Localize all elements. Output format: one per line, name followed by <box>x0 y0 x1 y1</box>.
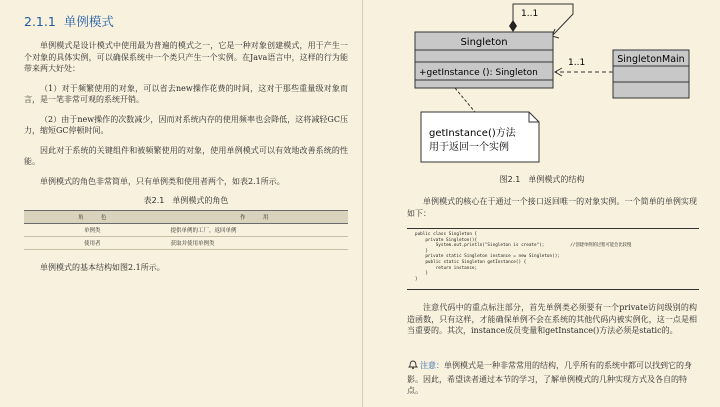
note-label: 注意： <box>420 361 444 370</box>
singleton-main-class-name: SingletonMain <box>617 54 685 65</box>
note-line-2: 用于返回一个实例 <box>429 142 509 153</box>
table-header-function: 作 用 <box>167 211 348 224</box>
singleton-class-name: Singleton <box>460 37 508 48</box>
bell-icon <box>407 358 419 374</box>
code-line: public static Singleton getInstance() { <box>415 259 527 265</box>
paragraph-core: 单例模式的核心在于通过一个接口返回唯一的对象实例。一个简单的单例实现如下： <box>407 197 697 218</box>
code-line: private Singleton(){ <box>415 237 478 243</box>
right-paragraph-2-wrap <box>407 302 697 337</box>
composition-diamond <box>509 20 517 32</box>
code-line: System.out.println("Singleton is create"); //创建单例的过程可能会比较慢 <box>415 243 632 249</box>
paragraph-explanation: 注意代码中的重点标注部分，首先单例类必须要有一个private访问级别的构造函数，只有这样，才能确保单例不会在系统的其他代码内被实例化，这一点是相当重要的。其次，instance成员变量和getInstance()方法必须是static的。 <box>407 303 697 335</box>
code-line: } <box>415 271 428 277</box>
paragraph-intro: 单例模式是设计模式中使用最为普遍的模式之一，它是一种对象创建模式，用于产生一个对象的具体实例，可以确保系统中一个类只产生一个实例。在Java语言中，这样的行为能带来两大好处： <box>24 41 348 73</box>
table-row <box>24 224 348 237</box>
figure-caption: 图2.1 单例模式的结构 <box>499 175 585 184</box>
paragraph-conclusion: 因此对于系统的关键组件和被频繁使用的对象，使用单例模式可以有效地改善系统的性能。 <box>24 145 348 166</box>
code-line: public class Singleton { <box>415 232 478 237</box>
note-line-1: getInstance()方法 <box>429 128 516 139</box>
attention-note <box>407 358 697 397</box>
note-text: 单例模式是一种非常常用的结构，几乎所有的系统中都可以找到它的身影。因此，希望读者通过本节的学习，了解单例模式的几种实现方式及各自的特点。 <box>407 361 692 395</box>
table-caption: 表2.1 单例模式的角色 <box>143 196 229 205</box>
paragraph-structure: 单例模式的基本结构如图2.1所示。 <box>40 263 165 272</box>
paragraph-roles: 单例模式的角色非常简单，只有单例类和使用者两个，如表2.1所示。 <box>40 176 285 186</box>
paragraph-benefit-2: （2）由于new操作的次数减少，因而对系统内存的使用频率也会降低，这将减轻GC压力，缩短GC停顿时间。 <box>24 114 348 135</box>
table-cell: 使用者 <box>24 237 167 250</box>
section-heading <box>24 12 348 30</box>
table-cell: 提供单例的工厂，返回单例 <box>167 224 348 237</box>
association-multiplicity: 1..1 <box>568 58 586 68</box>
right-paragraph-1-wrap <box>407 196 697 219</box>
section-title: 单例模式 <box>63 14 114 29</box>
code-line: return instance; <box>415 265 478 271</box>
roles-table <box>24 210 348 250</box>
table-cell: 单例类 <box>24 224 167 237</box>
code-line: } <box>415 276 418 282</box>
uml-diagram <box>363 0 720 180</box>
table-header-row <box>24 211 348 224</box>
code-line: private static Singleton instance = new Singleton(); <box>415 254 560 260</box>
table-cell: 获取并使用单例类 <box>167 237 348 250</box>
paragraph-benefit-1: （1）对于频繁使用的对象，可以省去new操作花费的时间，这对于那些重量级对象而言，是一笔非常可观的系统开销。 <box>24 83 348 104</box>
singleton-method: +getInstance (): Singleton <box>419 68 538 78</box>
table-row <box>24 237 348 250</box>
section-number: 2.1.1 <box>24 14 56 29</box>
note-anchor-line <box>455 88 475 112</box>
table-header-role: 角 色 <box>24 211 167 224</box>
code-block <box>407 228 699 290</box>
self-multiplicity: 1..1 <box>521 9 539 19</box>
code-line: } <box>415 248 428 254</box>
right-page <box>362 0 720 407</box>
